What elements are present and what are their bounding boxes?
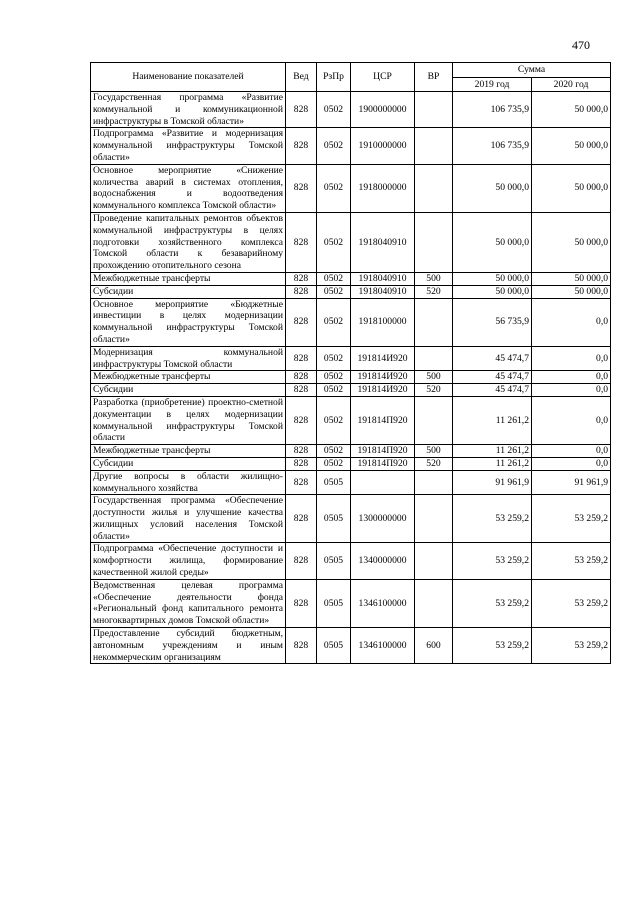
cell-ved: 828 (286, 285, 317, 298)
cell-2020: 50 000,0 (532, 212, 611, 272)
cell-2019: 53 259,2 (453, 495, 532, 543)
cell-2019: 50 000,0 (453, 212, 532, 272)
header-name: Наименование показателей (91, 63, 286, 92)
cell-2019: 45 474,7 (453, 384, 532, 397)
cell-2020: 50 000,0 (532, 128, 611, 164)
cell-rzpr: 0505 (317, 543, 351, 579)
cell-vr (415, 128, 453, 164)
cell-rzpr: 0505 (317, 579, 351, 627)
cell-vr (415, 470, 453, 495)
cell-2020: 0,0 (532, 346, 611, 371)
table-header (91, 63, 611, 92)
cell-csr: 191814П920 (351, 445, 415, 458)
cell-2020: 53 259,2 (532, 579, 611, 627)
cell-2020: 0,0 (532, 457, 611, 470)
cell-vr (415, 396, 453, 444)
table-row (91, 628, 611, 664)
cell-rzpr: 0502 (317, 128, 351, 164)
cell-ved: 828 (286, 445, 317, 458)
cell-name: Субсидии (91, 285, 286, 298)
table-row (91, 457, 611, 470)
header-vr: ВР (415, 63, 453, 92)
cell-vr (415, 543, 453, 579)
cell-2019: 11 261,2 (453, 457, 532, 470)
cell-name: Государственная программа «Обеспечение доступности жилья и улучшение качества жилищных условий населения Томской области» (91, 495, 286, 543)
cell-rzpr: 0505 (317, 470, 351, 495)
table-row (91, 396, 611, 444)
cell-name: Государственная программа «Развитие коммунальной и коммуникационной инфраструктуры в Томской области» (91, 92, 286, 128)
cell-vr: 600 (415, 628, 453, 664)
cell-ved: 828 (286, 543, 317, 579)
cell-2019: 53 259,2 (453, 579, 532, 627)
cell-vr (415, 164, 453, 212)
cell-2019: 11 261,2 (453, 445, 532, 458)
cell-2020: 50 000,0 (532, 272, 611, 285)
cell-2019: 53 259,2 (453, 543, 532, 579)
cell-2019: 91 961,9 (453, 470, 532, 495)
table-row (91, 298, 611, 346)
cell-2019: 53 259,2 (453, 628, 532, 664)
cell-csr: 1340000000 (351, 543, 415, 579)
page-number: 470 (572, 38, 590, 52)
cell-vr (415, 212, 453, 272)
cell-name: Субсидии (91, 457, 286, 470)
cell-2019: 45 474,7 (453, 371, 532, 384)
cell-2020: 53 259,2 (532, 495, 611, 543)
cell-2019: 106 735,9 (453, 128, 532, 164)
cell-rzpr: 0502 (317, 445, 351, 458)
cell-2020: 0,0 (532, 371, 611, 384)
cell-2019: 56 735,9 (453, 298, 532, 346)
cell-csr: 1918100000 (351, 298, 415, 346)
cell-ved: 828 (286, 164, 317, 212)
cell-2020: 50 000,0 (532, 164, 611, 212)
cell-vr: 500 (415, 445, 453, 458)
header-year-2019: 2019 год (453, 78, 532, 92)
cell-rzpr: 0502 (317, 272, 351, 285)
cell-ved: 828 (286, 579, 317, 627)
cell-ved: 828 (286, 396, 317, 444)
cell-name: Основное мероприятие «Снижение количества аварий в системах отопления, водоснабжения и водоотведения коммунального комплекса Томской области» (91, 164, 286, 212)
header-csr: ЦСР (351, 63, 415, 92)
cell-csr (351, 470, 415, 495)
cell-rzpr: 0502 (317, 285, 351, 298)
cell-ved: 828 (286, 470, 317, 495)
cell-vr (415, 579, 453, 627)
cell-name: Межбюджетные трансферты (91, 445, 286, 458)
cell-vr: 520 (415, 384, 453, 397)
cell-name: Модернизация коммунальной инфраструктуры Томской области (91, 346, 286, 371)
table-row (91, 371, 611, 384)
cell-vr (415, 346, 453, 371)
cell-csr: 1918000000 (351, 164, 415, 212)
cell-2020: 53 259,2 (532, 543, 611, 579)
cell-csr: 1900000000 (351, 92, 415, 128)
table-row (91, 384, 611, 397)
cell-ved: 828 (286, 272, 317, 285)
cell-2020: 50 000,0 (532, 285, 611, 298)
table-row (91, 212, 611, 272)
cell-rzpr: 0502 (317, 396, 351, 444)
budget-table (90, 62, 611, 664)
cell-2019: 106 735,9 (453, 92, 532, 128)
cell-2019: 45 474,7 (453, 346, 532, 371)
table-row (91, 495, 611, 543)
table-row (91, 445, 611, 458)
table-row (91, 579, 611, 627)
cell-csr: 1346100000 (351, 628, 415, 664)
cell-name: Субсидии (91, 384, 286, 397)
cell-2020: 0,0 (532, 445, 611, 458)
cell-ved: 828 (286, 346, 317, 371)
cell-vr: 520 (415, 285, 453, 298)
cell-csr: 191814И920 (351, 371, 415, 384)
cell-ved: 828 (286, 495, 317, 543)
cell-2020: 0,0 (532, 396, 611, 444)
cell-vr (415, 298, 453, 346)
cell-rzpr: 0502 (317, 346, 351, 371)
cell-csr: 191814П920 (351, 457, 415, 470)
table-body (91, 92, 611, 664)
table-row (91, 470, 611, 495)
cell-name: Проведение капитальных ремонтов объектов коммунальной инфраструктуры в целях подготовки хозяйственного комплекса Томской области к безаварийному прохождению отопительного сезона (91, 212, 286, 272)
cell-ved: 828 (286, 128, 317, 164)
cell-csr: 1918040910 (351, 272, 415, 285)
cell-ved: 828 (286, 371, 317, 384)
cell-name: Подпрограмма «Развитие и модернизация коммунальной инфраструктуры Томской области» (91, 128, 286, 164)
cell-csr: 191814П920 (351, 396, 415, 444)
cell-csr: 1918040910 (351, 212, 415, 272)
cell-ved: 828 (286, 212, 317, 272)
cell-csr: 1300000000 (351, 495, 415, 543)
cell-name: Межбюджетные трансферты (91, 272, 286, 285)
cell-2020: 53 259,2 (532, 628, 611, 664)
table-row (91, 285, 611, 298)
cell-name: Ведомственная целевая программа «Обеспечение деятельности фонда «Региональный фонд капитального ремонта многоквартирных домов Томской области» (91, 579, 286, 627)
cell-2020: 0,0 (532, 298, 611, 346)
table-row (91, 164, 611, 212)
cell-name: Основное мероприятие «Бюджетные инвестиции в целях модернизации коммунальной инфраструктуры Томской области» (91, 298, 286, 346)
cell-rzpr: 0502 (317, 371, 351, 384)
cell-2019: 50 000,0 (453, 285, 532, 298)
table-row (91, 92, 611, 128)
cell-rzpr: 0502 (317, 92, 351, 128)
cell-rzpr: 0502 (317, 212, 351, 272)
cell-2019: 50 000,0 (453, 164, 532, 212)
table-row (91, 346, 611, 371)
cell-name: Разработка (приобретение) проектно-сметной документации в целях модернизации коммунальной инфраструктуры Томской области (91, 396, 286, 444)
table-row (91, 128, 611, 164)
cell-csr: 1910000000 (351, 128, 415, 164)
cell-2020: 91 961,9 (532, 470, 611, 495)
cell-rzpr: 0502 (317, 384, 351, 397)
cell-rzpr: 0505 (317, 628, 351, 664)
cell-vr: 520 (415, 457, 453, 470)
table-row (91, 272, 611, 285)
cell-csr: 1346100000 (351, 579, 415, 627)
cell-2019: 50 000,0 (453, 272, 532, 285)
table-row (91, 543, 611, 579)
cell-ved: 828 (286, 628, 317, 664)
cell-ved: 828 (286, 457, 317, 470)
cell-vr: 500 (415, 371, 453, 384)
header-ved: Вед (286, 63, 317, 92)
cell-rzpr: 0505 (317, 495, 351, 543)
cell-csr: 191814И920 (351, 346, 415, 371)
header-rzpr: РзПр (317, 63, 351, 92)
cell-2020: 50 000,0 (532, 92, 611, 128)
cell-2020: 0,0 (532, 384, 611, 397)
cell-ved: 828 (286, 298, 317, 346)
cell-name: Другие вопросы в области жилищно-коммунального хозяйства (91, 470, 286, 495)
cell-vr (415, 92, 453, 128)
cell-2019: 11 261,2 (453, 396, 532, 444)
cell-ved: 828 (286, 92, 317, 128)
cell-name: Предоставление субсидий бюджетным, автономным учреждениям и иным некоммерческим организациям (91, 628, 286, 664)
header-year-2020: 2020 год (532, 78, 611, 92)
cell-rzpr: 0502 (317, 457, 351, 470)
cell-rzpr: 0502 (317, 164, 351, 212)
cell-vr (415, 495, 453, 543)
cell-name: Подпрограмма «Обеспечение доступности и комфортности жилища, формирование качественной жилой среды» (91, 543, 286, 579)
cell-csr: 1918040910 (351, 285, 415, 298)
header-sum: Сумма (453, 63, 611, 78)
cell-csr: 191814И920 (351, 384, 415, 397)
cell-vr: 500 (415, 272, 453, 285)
cell-name: Межбюджетные трансферты (91, 371, 286, 384)
cell-ved: 828 (286, 384, 317, 397)
cell-rzpr: 0502 (317, 298, 351, 346)
